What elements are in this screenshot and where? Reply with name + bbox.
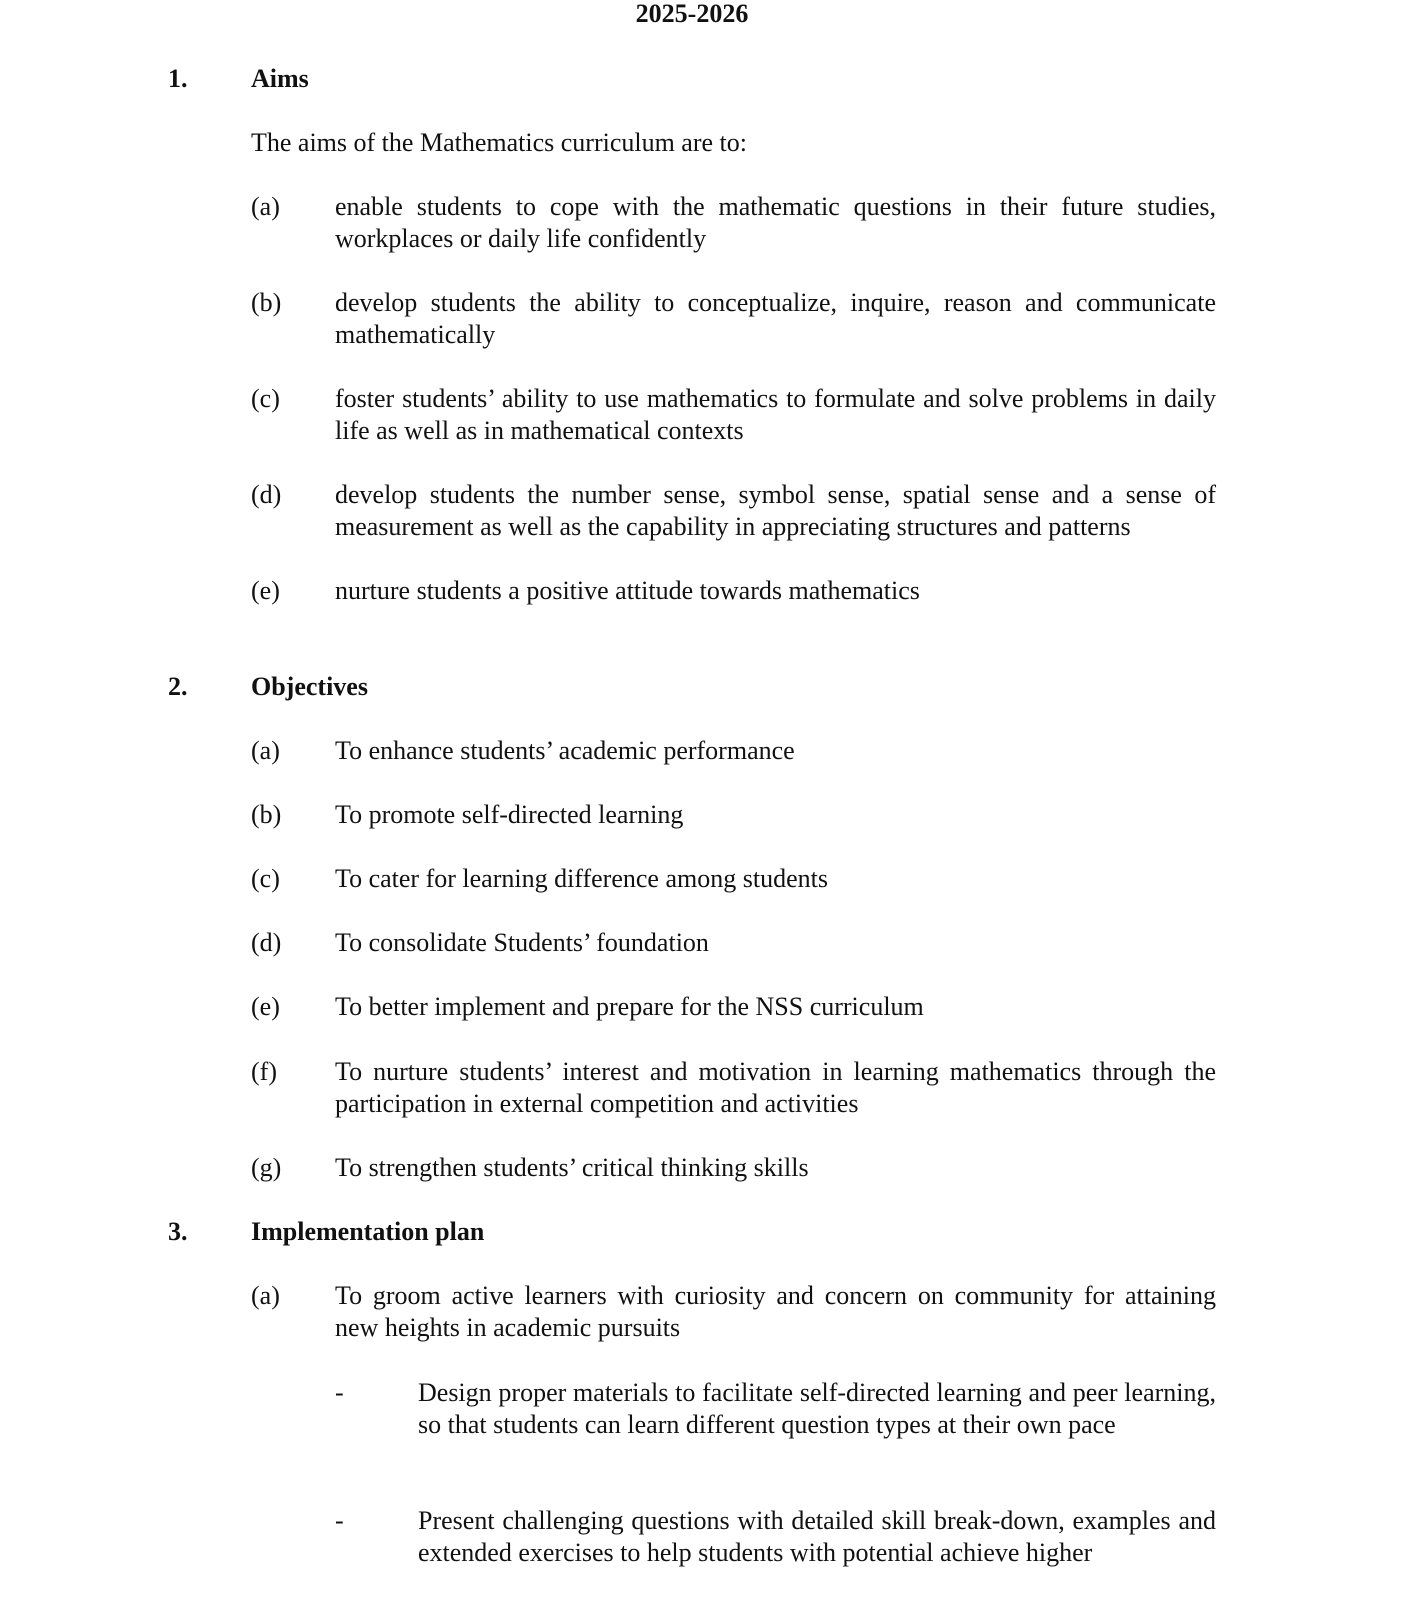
item-text: To nurture students’ interest and motivation in learning mathematics through the participation in external competition and activities — [335, 1057, 1216, 1118]
item-label: (f) — [251, 1057, 277, 1086]
section-intro: The aims of the Mathematics curriculum are to: — [251, 128, 747, 157]
item-text: To cater for learning difference among students — [335, 864, 828, 893]
item-label: (a) — [251, 736, 280, 765]
bullet-text: Design proper materials to facilitate self-directed learning and peer learning, so that students can learn different question types at their own pace — [418, 1378, 1216, 1439]
item-text: To strengthen students’ critical thinking skills — [335, 1153, 809, 1182]
item-text: To consolidate Students’ foundation — [335, 928, 709, 957]
item-text: To enhance students’ academic performance — [335, 736, 795, 765]
item-label: (g) — [251, 1153, 282, 1182]
document-title: 2025-2026 — [635, 0, 749, 28]
item-text: foster students’ ability to use mathematics to formulate and solve problems in daily life as well as in mathematical contexts — [335, 384, 1216, 445]
item-text: nurture students a positive attitude towards mathematics — [335, 576, 920, 605]
item-label: (c) — [251, 384, 280, 413]
item-label: (b) — [251, 800, 282, 829]
section-number: 1. — [168, 64, 188, 93]
item-label: (b) — [251, 288, 282, 317]
item-label: (a) — [251, 1281, 280, 1310]
section-heading: Implementation plan — [251, 1217, 485, 1246]
bullet-marker: - — [335, 1506, 344, 1535]
item-label: (d) — [251, 928, 282, 957]
item-label: (e) — [251, 576, 280, 605]
section-heading: Objectives — [251, 672, 368, 701]
item-text: enable students to cope with the mathematic questions in their future studies, workplaces or daily life confidently — [335, 192, 1216, 253]
item-text: To promote self-directed learning — [335, 800, 684, 829]
section-number: 2. — [168, 672, 188, 701]
item-label: (e) — [251, 992, 280, 1021]
section-heading: Aims — [251, 64, 309, 93]
bullet-text: Present challenging questions with detailed skill break-down, examples and extended exercises to help students with potential achieve higher — [418, 1506, 1216, 1567]
item-label: (c) — [251, 864, 280, 893]
section-number: 3. — [168, 1217, 188, 1246]
item-text: develop students the ability to conceptualize, inquire, reason and communicate mathematically — [335, 288, 1216, 349]
item-text: To groom active learners with curiosity and concern on community for attaining new heights in academic pursuits — [335, 1281, 1216, 1342]
item-text: To better implement and prepare for the NSS curriculum — [335, 992, 924, 1021]
item-label: (a) — [251, 192, 280, 221]
bullet-marker: - — [335, 1378, 344, 1407]
item-label: (d) — [251, 480, 282, 509]
item-text: develop students the number sense, symbol sense, spatial sense and a sense of measurement as well as the capability in appreciating structures and patterns — [335, 480, 1216, 541]
